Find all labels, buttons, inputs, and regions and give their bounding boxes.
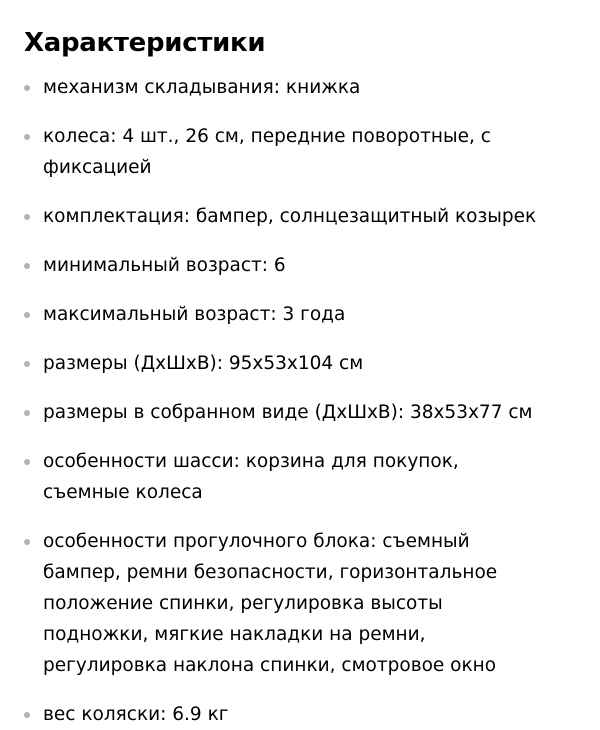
spec-text-line: максимальный возраст: 3 года	[43, 304, 346, 325]
bullet-icon	[24, 539, 30, 545]
spec-text-line: механизм складывания: книжка	[43, 77, 361, 98]
bullet-icon	[24, 85, 30, 91]
spec-text-line: размеры в собранном виде (ДхШхВ): 38x53x77 см	[43, 402, 533, 423]
spec-text-line: фиксацией	[43, 157, 152, 178]
spec-item	[24, 201, 564, 232]
bullet-icon	[24, 312, 30, 318]
spec-text-line: размеры (ДхШхВ): 95x53x104 см	[43, 353, 364, 374]
spec-text-line: вес коляски: 6.9 кг	[43, 704, 229, 725]
spec-text-line: бампер, ремни безопасности, горизонтальное	[43, 562, 498, 583]
bullet-icon	[24, 459, 30, 465]
spec-text-line: минимальный возраст: 6	[43, 255, 286, 276]
bullet-icon	[24, 214, 30, 220]
spec-text-line: съемные колеса	[43, 482, 203, 503]
spec-item	[24, 348, 564, 379]
bullet-icon	[24, 134, 30, 140]
spec-text-line: комплектация: бампер, солнцезащитный козырек	[43, 206, 537, 227]
spec-item	[24, 526, 564, 681]
bullet-icon	[24, 712, 30, 718]
spec-text-line: колеса: 4 шт., 26 см, передние поворотные, с	[43, 126, 491, 147]
spec-item	[24, 250, 564, 281]
spec-item	[24, 699, 564, 730]
spec-item	[24, 121, 564, 183]
spec-item	[24, 299, 564, 330]
spec-item	[24, 446, 564, 508]
spec-item	[24, 72, 564, 103]
section-title: Характеристики	[24, 28, 266, 58]
bullet-icon	[24, 263, 30, 269]
bullet-icon	[24, 361, 30, 367]
bullet-icon	[24, 410, 30, 416]
spec-item	[24, 397, 564, 428]
spec-text-line: подножки, мягкие накладки на ремни,	[43, 624, 426, 645]
spec-text-line: особенности шасси: корзина для покупок,	[43, 451, 459, 472]
spec-text-line: особенности прогулочного блока: съемный	[43, 531, 470, 552]
spec-text-line: положение спинки, регулировка высоты	[43, 593, 443, 614]
spec-list	[24, 72, 600, 730]
spec-text-line: регулировка наклона спинки, смотровое окно	[43, 655, 497, 676]
